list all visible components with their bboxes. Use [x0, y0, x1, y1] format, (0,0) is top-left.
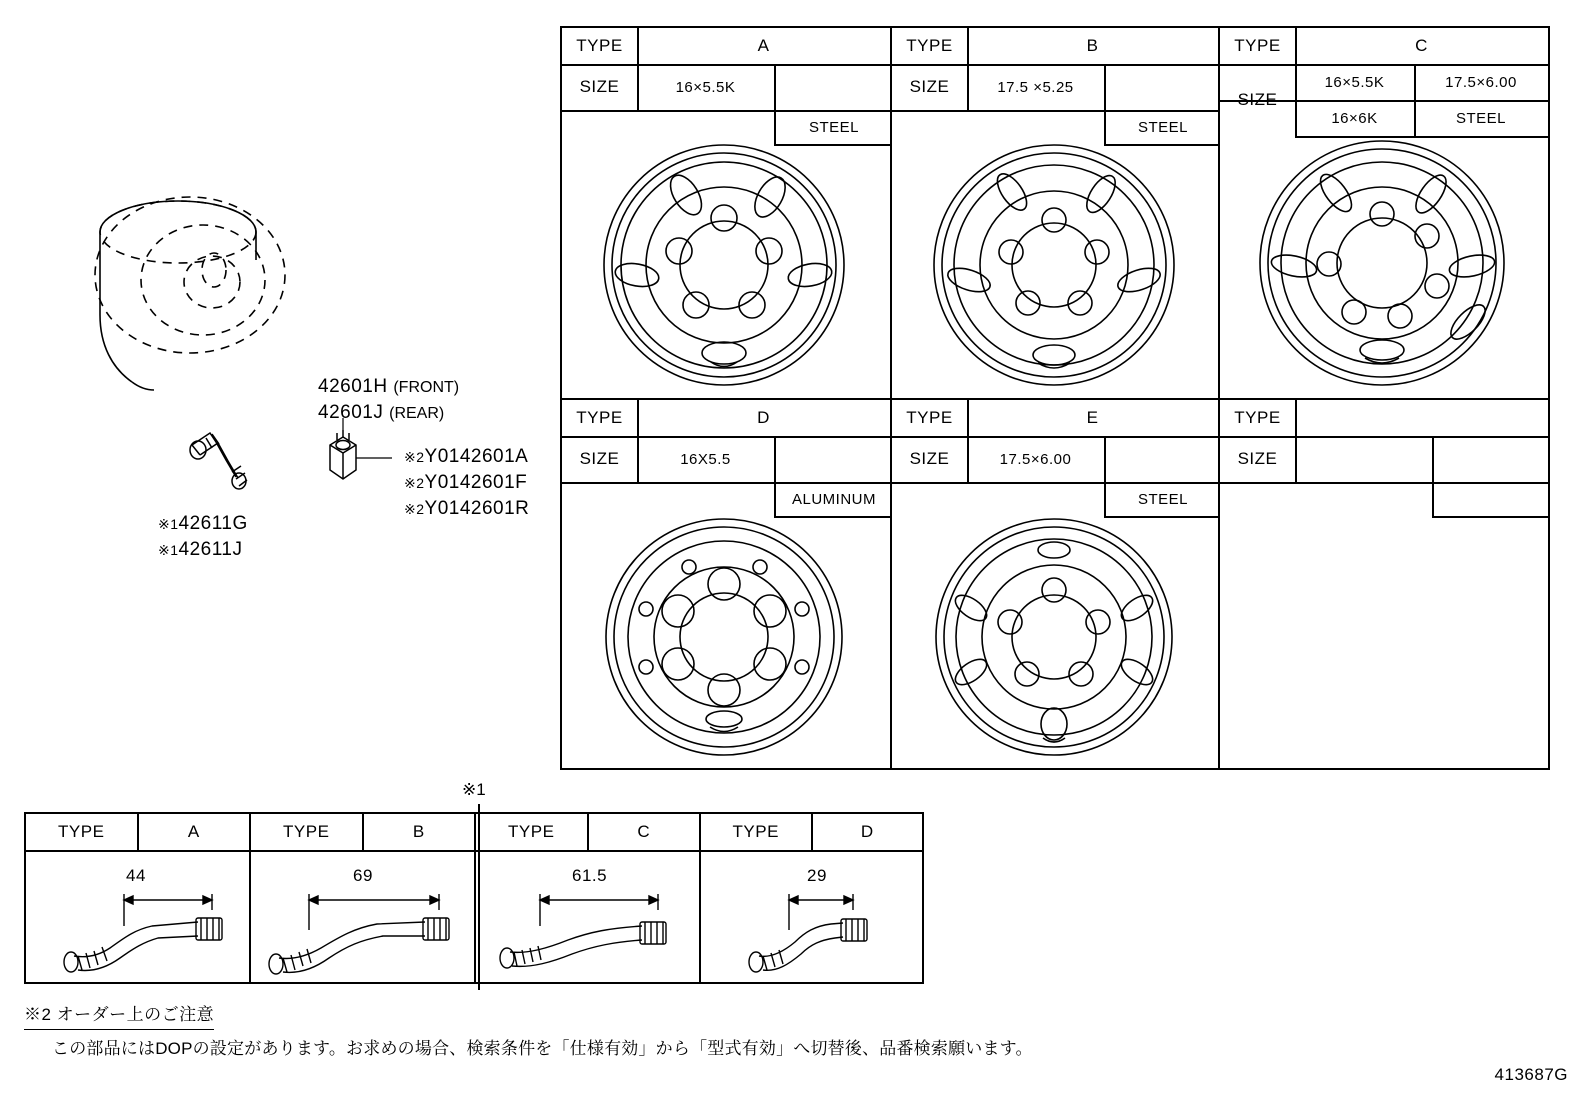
order-notes [24, 1002, 1224, 1061]
type-header-D: TYPE [576, 408, 623, 427]
wheel-assembly-illustration [40, 100, 560, 560]
material-B: STEEL [1137, 118, 1189, 136]
size-header-B: SIZE [909, 77, 950, 96]
wheel-drawing-A [574, 140, 874, 390]
callout-42611G: ※142611G [158, 513, 248, 534]
wheel-type-table [560, 26, 1550, 770]
mark-2-r: 2 [416, 501, 425, 517]
part-note-front: (FRONT) [393, 379, 460, 396]
size-header-C: SIZE [1237, 90, 1278, 109]
material-C: STEEL [1455, 109, 1507, 127]
wheel-panel-A [562, 28, 890, 398]
valve-length-D: 29 [807, 866, 827, 885]
wheel-drawing-B [904, 140, 1204, 390]
material-E: STEEL [1137, 490, 1189, 508]
material-D: ALUMINUM [791, 490, 876, 508]
size-header-D: SIZE [579, 449, 620, 468]
callout-Y0142601A: ※2Y0142601A [404, 446, 529, 467]
type-value-C: C [1415, 36, 1428, 55]
size-value-E-1: 17.5×6.00 [999, 450, 1072, 468]
part-number-42611G: 42611G [178, 513, 248, 534]
valve-length-C: 61.5 [572, 866, 608, 885]
size-value-B-1: 17.5 ×5.25 [997, 78, 1074, 96]
valve-type-table [24, 812, 924, 984]
type-header-A: TYPE [576, 36, 623, 55]
mark-1-j: 1 [170, 542, 179, 558]
part-number-42611J: 42611J [178, 539, 243, 560]
valve-column-D [701, 814, 922, 982]
callout-42601H [318, 376, 459, 398]
valve-type-header-A: TYPE [26, 814, 139, 850]
mark-2-f: 2 [416, 475, 425, 491]
type-header-empty: TYPE [1234, 408, 1281, 427]
mark-1-g: 1 [170, 516, 179, 532]
mark-1-label: ※1 [462, 780, 486, 799]
wheel-drawing-C [1232, 136, 1532, 388]
mark-2-a: 2 [416, 449, 425, 465]
type-header-E: TYPE [906, 408, 953, 427]
size-header-A: SIZE [579, 77, 620, 96]
type-value-A: A [757, 36, 770, 55]
valve-type-value-B: B [412, 822, 425, 841]
type-value-B: B [1086, 36, 1099, 55]
valve-type-value-C: C [637, 822, 651, 841]
order-note-title: ※2 オーダー上のご注意 [24, 1002, 214, 1030]
size-value-C-1: 16×5.5K [1324, 73, 1385, 91]
type-value-E: E [1086, 408, 1099, 427]
wheel-panel-C [1220, 28, 1548, 398]
valve-type-value-A: A [187, 822, 200, 841]
wheel-panel-empty [1220, 400, 1548, 768]
type-header-C: TYPE [1234, 36, 1281, 55]
valve-length-A: 44 [126, 866, 146, 885]
order-note-body: この部品にはDOPの設定があります。お求めの場合、検索条件を「仕様有効」から「型式有効」へ切替後、品番検索願います。 [52, 1038, 1033, 1058]
part-note-rear: (REAR) [389, 405, 445, 422]
size-value-C-3: 16×6K [1331, 109, 1378, 127]
valve-type-header-D: TYPE [701, 814, 813, 850]
valve-column-A [26, 814, 251, 982]
material-A: STEEL [808, 118, 860, 136]
wheel-drawing-D [574, 512, 874, 762]
type-value-empty [1295, 400, 1548, 436]
type-header-B: TYPE [906, 36, 953, 55]
size-value-C-2: 17.5×6.00 [1445, 73, 1517, 91]
valve-type-header-C: TYPE [476, 814, 589, 850]
callout-Y0142601R: ※2Y0142601R [404, 498, 530, 519]
diagram-id: 413687G [1494, 1065, 1568, 1084]
callout-Y0142601F: ※2Y0142601F [404, 472, 528, 493]
valve-type-value-D: D [860, 822, 874, 841]
callout-42611J: ※142611J [158, 539, 243, 560]
valve-column-B [251, 814, 476, 982]
wheel-drawing-E [904, 512, 1204, 762]
part-number-42601J: 42601J [318, 402, 384, 423]
size-value-D-1: 16X5.5 [680, 450, 731, 468]
valve-type-header-B: TYPE [251, 814, 364, 850]
wheel-panel-E [892, 400, 1218, 768]
size-value-A-1: 16×5.5K [675, 78, 736, 96]
valve-length-B: 69 [353, 866, 373, 885]
valve-column-C [476, 814, 701, 982]
size-header-empty: SIZE [1237, 449, 1278, 468]
wheel-panel-D [562, 400, 890, 768]
material-empty [1434, 482, 1550, 516]
part-number-Y0142601F: Y0142601F [424, 472, 528, 493]
type-value-D: D [757, 408, 770, 427]
part-number-Y0142601R: Y0142601R [424, 498, 530, 519]
part-number-42601H: 42601H [318, 376, 388, 397]
callout-42601J [318, 402, 444, 424]
part-number-Y0142601A: Y0142601A [424, 446, 529, 467]
wheel-panel-B [892, 28, 1218, 398]
size-header-E: SIZE [909, 449, 950, 468]
